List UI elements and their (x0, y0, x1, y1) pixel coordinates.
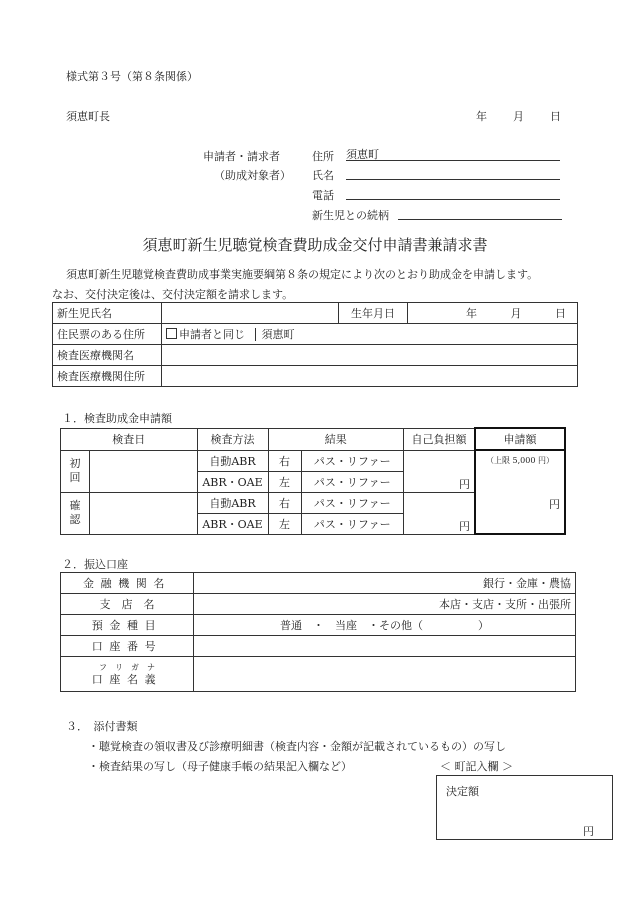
confirm-method-2: ABR・OAE (197, 513, 268, 534)
phone-label: 電話 (312, 189, 334, 202)
confirm-left-ear: 左 (268, 513, 301, 534)
clinic-address-label: 検査医療機関住所 (53, 366, 162, 387)
residence-value: 須恵町 (255, 328, 295, 341)
name-label: 氏名 (312, 169, 334, 182)
header-result: 結果 (268, 428, 403, 450)
date-day: 日 (550, 110, 561, 123)
subsidy-table (60, 427, 566, 535)
form-number: 様式第３号（第８条関係） (66, 70, 198, 83)
decision-label: 決定額 (446, 785, 479, 798)
first-self-pay-yen: 円 (459, 477, 470, 491)
birth-label: 生年月日 (339, 303, 408, 324)
same-as-applicant-label: 申請者と同じ (179, 328, 245, 341)
section2-heading: ２．振込口座 (62, 558, 128, 571)
header-test-date: 検査日 (61, 428, 198, 450)
confirm-self-pay-yen: 円 (459, 519, 470, 533)
baby-name-label: 新生児氏名 (53, 303, 162, 324)
date-month: 月 (513, 110, 524, 123)
first-self-pay-field[interactable] (404, 450, 476, 492)
confirm-right-result[interactable]: パス・リファー (301, 492, 403, 513)
header-self-pay: 自己負担額 (404, 428, 476, 450)
bank-type-options: 銀行・金庫・農協 (483, 577, 571, 590)
confirm-test-date-field[interactable] (90, 492, 198, 534)
residence-label: 住民票のある住所 (53, 324, 162, 345)
confirm-method-1: 自動ABR (197, 492, 268, 513)
town-entry-note: ＜ 町記入欄 ＞ (440, 760, 513, 773)
confirm-self-pay-field[interactable] (404, 492, 476, 534)
first-method-2: ABR・OAE (197, 471, 268, 492)
branch-name-label: 支 店 名 (61, 594, 194, 615)
deposit-type-options: 普通 ・ 当座 ・その他（ ） (280, 619, 489, 632)
attachment-item-2: ・検査結果の写し（母子健康手帳の結果記入欄など） (88, 760, 352, 773)
relation-field[interactable] (398, 205, 562, 220)
date-year: 年 (476, 110, 487, 123)
address-value: 須恵町 (346, 148, 379, 161)
first-test-date-field[interactable] (90, 450, 198, 492)
confirm-right-ear: 右 (268, 492, 301, 513)
decision-yen: 円 (583, 825, 594, 838)
decision-amount-box (436, 775, 613, 840)
addressee: 須恵町長 (66, 110, 110, 123)
first-right-ear: 右 (268, 450, 301, 471)
clinic-name-field[interactable] (162, 345, 578, 366)
row-first-label: 初 回 (61, 450, 90, 492)
header-claim: 申請額 (475, 428, 565, 450)
phone-field[interactable] (346, 185, 560, 200)
birth-month: 月 (510, 307, 522, 320)
limit-note: （上限 5,000 円） (486, 456, 554, 465)
baby-name-field[interactable] (162, 303, 339, 324)
relation-label: 新生児との続柄 (312, 209, 389, 222)
address-label: 住所 (312, 150, 334, 163)
bank-name-label: 金融機関名 (61, 573, 194, 594)
header-test-method: 検査方法 (197, 428, 268, 450)
clinic-address-field[interactable] (162, 366, 578, 387)
section1-heading: １．検査助成金申請額 (62, 412, 172, 425)
birth-day: 日 (555, 307, 566, 320)
deposit-type-field[interactable] (194, 615, 576, 636)
account-holder-label-cell (61, 657, 194, 692)
claim-amount-field[interactable] (475, 450, 565, 534)
branch-type-options: 本店・支店・支所・出張所 (439, 598, 571, 611)
document-title: 須恵町新生児聴覚検査費助成金交付申請書兼請求書 (142, 236, 488, 254)
bank-name-field[interactable] (194, 573, 576, 594)
birth-year: 年 (466, 307, 477, 320)
confirm-left-result[interactable]: パス・リファー (301, 513, 403, 534)
birth-field[interactable] (408, 303, 578, 324)
branch-name-field[interactable] (194, 594, 576, 615)
attachment-item-1: ・聴覚検査の領収書及び診療明細書（検査内容・金額が記載されているもの）の写し (88, 740, 506, 753)
intro-line-1: 須恵町新生児聴覚検査費助成事業実施要綱第８条の規定により次のとおり助成金を申請します。 (66, 268, 539, 281)
row-confirm-label: 確 認 (61, 492, 90, 534)
bank-account-table (60, 572, 576, 692)
first-right-result[interactable]: パス・リファー (301, 450, 403, 471)
claim-yen: 円 (549, 498, 560, 511)
applicant-role-sub: （助成対象者） (214, 169, 291, 182)
deposit-type-label: 預金種目 (61, 615, 194, 636)
first-method-1: 自動ABR (197, 450, 268, 471)
applicant-role: 申請者・請求者 (203, 150, 280, 163)
account-holder-field[interactable] (194, 657, 576, 692)
first-left-result[interactable]: パス・リファー (301, 471, 403, 492)
section3-heading: ３． 添付書類 (66, 720, 138, 733)
clinic-name-label: 検査医療機関名 (53, 345, 162, 366)
newborn-info-table (52, 302, 578, 387)
account-number-field[interactable] (194, 636, 576, 657)
furigana-label: フ リ ガ ナ (99, 663, 155, 672)
name-field[interactable] (346, 165, 560, 180)
same-as-applicant-checkbox[interactable] (166, 328, 177, 339)
account-number-label: 口座番号 (61, 636, 194, 657)
account-holder-label: 口座名義 (91, 673, 163, 686)
first-left-ear: 左 (268, 471, 301, 492)
address-field[interactable] (346, 146, 560, 161)
residence-field[interactable] (162, 324, 578, 345)
intro-line-2: なお、交付決定後は、交付決定額を請求します。 (52, 288, 294, 301)
